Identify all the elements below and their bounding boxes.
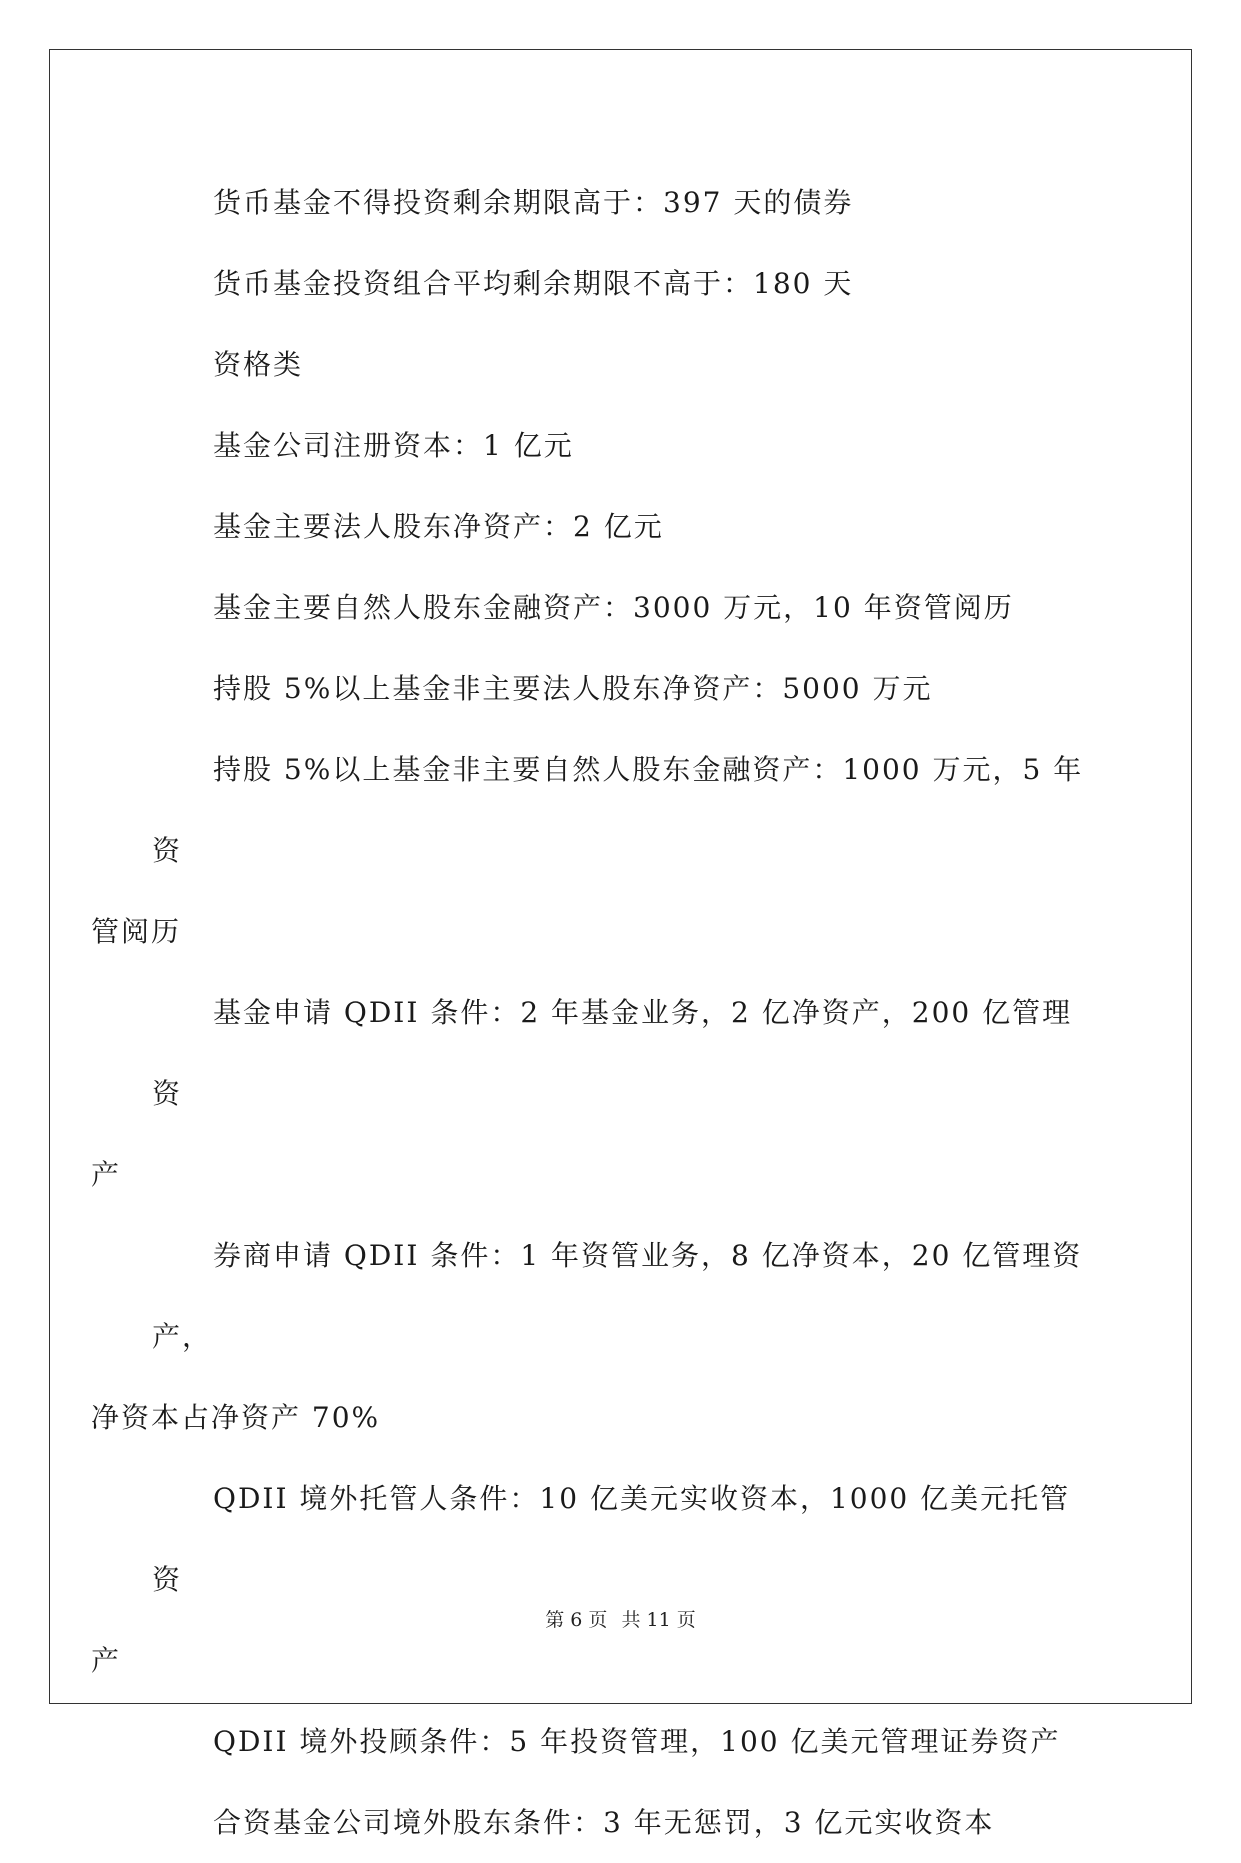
text-line: QDII 境外投顾条件：5 年投资管理，100 亿美元管理证券资产 [213,1725,1061,1758]
text-line: 券商申请 QDII 条件：1 年资管业务，8 亿净资本，20 亿管理资产， [152,1239,1083,1353]
paragraph-money-fund-avg-maturity [152,243,1092,324]
paragraph-broker-qdii-conditions [91,1215,1092,1458]
page-footer [0,1605,1241,1632]
text-line: 货币基金不得投资剩余期限高于：397 天的债券 [213,186,854,219]
paragraph-minor-corporate-shareholder [152,648,1092,729]
paragraph-qdii-advisor-conditions [152,1701,1092,1782]
paragraph-jv-foreign-shareholder [152,1782,1092,1863]
text-line-continued: 管阅历 [91,915,182,948]
text-line: 基金公司注册资本：1 亿元 [213,429,574,462]
text-line: 持股 5%以上基金非主要自然人股东金融资产：1000 万元，5 年资 [152,753,1084,867]
paragraph-main-natural-shareholder [152,567,1092,648]
text-line: 持股 5%以上基金非主要法人股东净资产：5000 万元 [213,672,933,705]
text-line-continued: 产 [91,1644,122,1677]
text-line-continued: 净资本占净资产 70% [91,1401,381,1434]
text-line: 基金主要法人股东净资产：2 亿元 [213,510,664,543]
paragraph-qdii-custodian-conditions [91,1458,1092,1701]
paragraph-minor-natural-shareholder [91,729,1092,972]
paragraph-main-corporate-shareholder [152,486,1092,567]
text-line: 基金申请 QDII 条件：2 年基金业务，2 亿净资产，200 亿管理资 [152,996,1073,1110]
text-line: 合资基金公司境外股东条件：3 年无惩罚，3 亿元实收资本 [213,1806,995,1839]
page-number: 第 6 页 [545,1609,608,1631]
paragraph-registered-capital [152,405,1092,486]
paragraph-fund-qdii-conditions [91,972,1092,1215]
text-line: QDII 境外托管人条件：10 亿美元实收资本，1000 亿美元托管资 [152,1482,1071,1596]
section-heading-qualifications [152,324,1092,405]
paragraph-money-fund-max-maturity [152,162,1092,243]
page-total: 共 11 页 [621,1609,696,1631]
text-line-continued: 产 [91,1158,122,1191]
text-line: 资格类 [213,348,304,381]
text-line: 货币基金投资组合平均剩余期限不高于：180 天 [213,267,854,300]
text-line: 基金主要自然人股东金融资产：3000 万元，10 年资管阅历 [213,591,1014,624]
